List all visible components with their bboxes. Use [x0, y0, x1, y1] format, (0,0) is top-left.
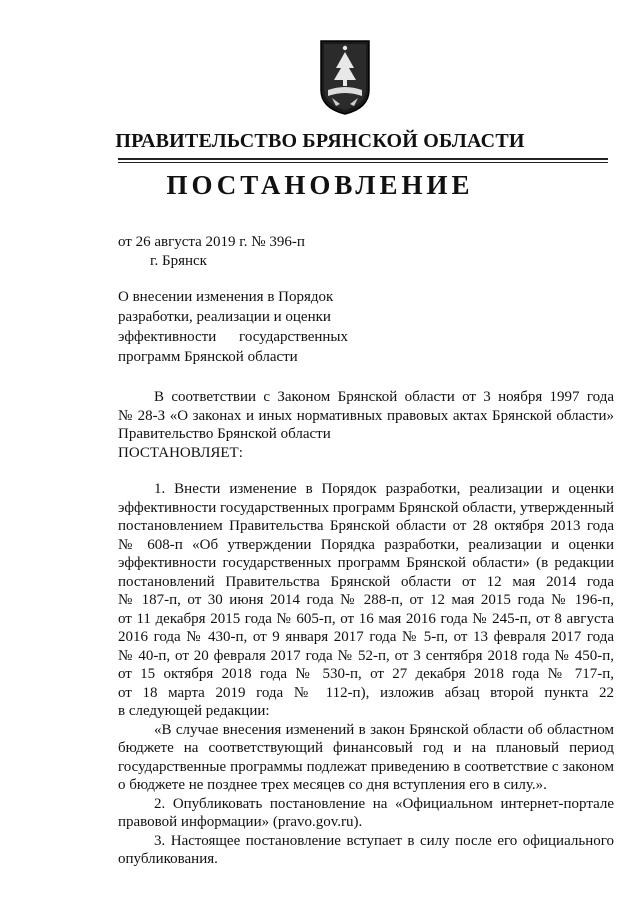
preamble-line: В соответствии с Законом Брянской области от 3 ноября 1997 года	[154, 389, 614, 405]
paragraph-3-line: 3. Настоящее постановление вступает в силу после его официального	[154, 832, 614, 849]
header-divider-thick	[118, 158, 608, 160]
paragraph-1-line: 2016 года № 430-п, от 9 января 2017 года № 5-п, от 13 февраля 2017 года	[118, 629, 614, 645]
paragraph-1-line: от 15 октября 2018 года № 530-п, от 27 декабря 2018 года № 717-п,	[118, 666, 614, 682]
document-subject	[118, 287, 348, 367]
paragraph-1-line: в следующей редакции:	[118, 703, 270, 719]
quote-line: государственные программы подлежат приведению в соответствие с законом	[118, 758, 614, 775]
subject-line: эффективности государственных	[118, 329, 348, 345]
subject-line: разработки, реализации и оценки	[118, 309, 331, 325]
subject-line: программ Брянской области	[118, 349, 298, 365]
organization-title: ПРАВИТЕЛЬСТВО БРЯНСКОЙ ОБЛАСТИ	[115, 130, 525, 152]
paragraph-3-line: опубликования.	[118, 851, 218, 867]
paragraph-1-line: от 11 декабря 2015 года № 605-п, от 16 мая 2016 года № 245-п, от 8 августа	[118, 610, 614, 627]
paragraph-1-line: № 40-п, от 20 февраля 2017 года № 52-п, от 3 сентября 2018 года № 450-п,	[118, 647, 614, 664]
paragraph-1-line: № 187-п, от 30 июня 2014 года № 288-п, от 12 мая 2015 года № 196-п,	[118, 592, 614, 608]
document-type: ПОСТАНОВЛЕНИЕ	[166, 170, 474, 200]
quote-line: бюджете на соответствующий финансовый год и на плановый период	[118, 740, 614, 756]
preamble-line: Правительство Брянской области	[118, 426, 331, 442]
paragraph-1-line: от 18 марта 2019 года № 112-п), изложив абзац второй пункта 22	[118, 684, 614, 701]
header-divider-thin	[118, 162, 608, 163]
preamble-line: ПОСТАНОВЛЯЕТ:	[118, 444, 243, 461]
quote-line: о бюджете не позднее трех месяцев со дня вступления его в силу.».	[118, 777, 547, 793]
paragraph-1-line: эффективности государственных программ Брянской области, утвержденный	[118, 499, 614, 516]
paragraph-2-line: правовой информации» (pravo.gov.ru).	[118, 814, 363, 830]
quote-line: «В случае внесения изменений в закон Брянской области об областном	[154, 721, 614, 738]
document-body	[118, 388, 614, 869]
subject-line: О внесении изменения в Порядок	[118, 289, 334, 305]
paragraph-1-line: постановлением Правительства Брянской области от 28 октября 2013 года	[118, 518, 614, 534]
bryansk-coat-of-arms-icon	[318, 38, 372, 116]
paragraph-1-line: постановлений Правительства Брянской области от 12 мая 2014 года	[118, 573, 614, 590]
paragraph-1-line: № 608-п «Об утверждении Порядка разработки, реализации и оценки	[118, 536, 614, 553]
preamble-line: № 28-З «О законах и иных нормативных правовых актах Брянской области»	[118, 407, 614, 424]
city: г. Брянск	[150, 253, 207, 269]
paragraph-2-line: 2. Опубликовать постановление на «Официальном интернет-портале	[154, 795, 614, 812]
paragraph-1-line: 1. Внести изменение в Порядок разработки, реализации и оценки	[154, 481, 614, 497]
paragraph-1-line: эффективности государственных программ Брянской области» (в редакции	[118, 555, 614, 571]
date-and-number: от 26 августа 2019 г. № 396-п	[118, 234, 305, 250]
